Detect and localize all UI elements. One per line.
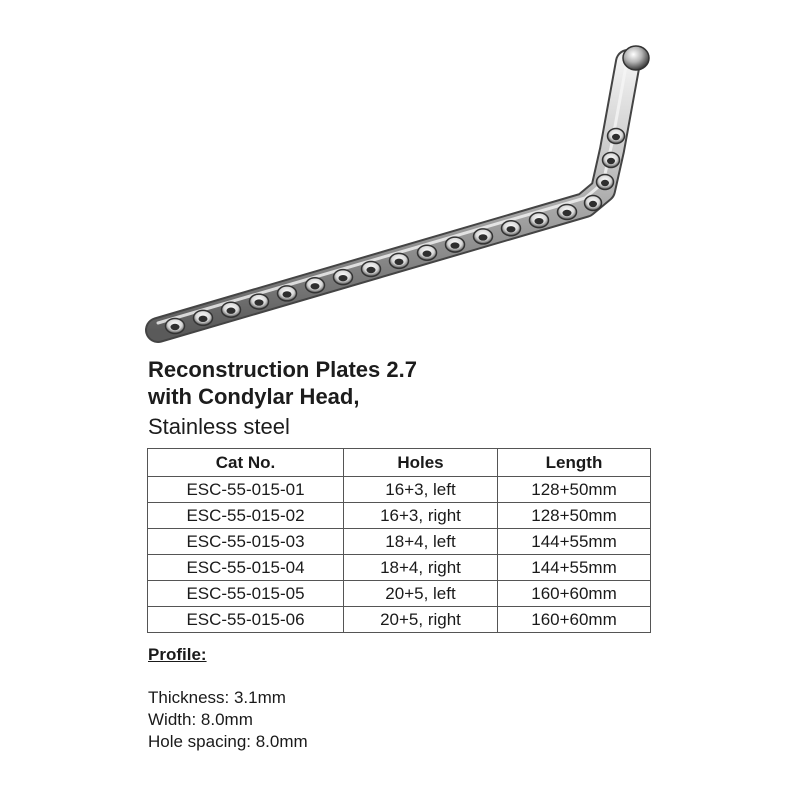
table-row bbox=[148, 503, 651, 529]
plate-outline bbox=[158, 62, 628, 330]
plate-hole-center bbox=[171, 324, 180, 330]
plate-hole-center bbox=[507, 226, 516, 232]
plate-hole-center bbox=[451, 242, 460, 248]
cat-no-cell: ESC-55-015-06 bbox=[148, 607, 344, 633]
holes-cell: 18+4, left bbox=[344, 529, 498, 555]
plate-hole-center bbox=[339, 275, 348, 281]
plate-hole-center bbox=[563, 210, 572, 216]
plate-hole-center bbox=[589, 201, 597, 207]
cat-no-cell: ESC-55-015-05 bbox=[148, 581, 344, 607]
cat-no-cell: ESC-55-015-01 bbox=[148, 477, 344, 503]
condylar-head bbox=[623, 46, 649, 70]
holes-cell: 18+4, right bbox=[344, 555, 498, 581]
reconstruction-plate-image bbox=[0, 0, 800, 360]
spec-hole-spacing: Hole spacing: 8.0mm bbox=[148, 732, 308, 751]
length-cell: 160+60mm bbox=[498, 581, 651, 607]
plate-hole-center bbox=[199, 316, 208, 322]
table-row bbox=[148, 607, 651, 633]
spec-thickness: Thickness: 3.1mm bbox=[148, 688, 286, 707]
plate-hole-center bbox=[423, 251, 432, 257]
plate-hole-center bbox=[601, 180, 609, 186]
length-cell: 160+60mm bbox=[498, 607, 651, 633]
plate-highlight bbox=[158, 55, 628, 323]
plate-hole-center bbox=[311, 283, 320, 289]
table-row bbox=[148, 555, 651, 581]
spec-table bbox=[147, 448, 651, 633]
plate-hole-center bbox=[227, 308, 236, 314]
table-header-row bbox=[148, 449, 651, 477]
length-cell: 128+50mm bbox=[498, 503, 651, 529]
plate-hole-center bbox=[607, 158, 615, 164]
column-header-cat-no: Cat No. bbox=[148, 449, 344, 477]
plate-hole-center bbox=[283, 291, 292, 297]
profile-heading: Profile: bbox=[148, 645, 207, 664]
holes-cell: 20+5, right bbox=[344, 607, 498, 633]
table-row bbox=[148, 529, 651, 555]
spec-width: Width: 8.0mm bbox=[148, 710, 253, 729]
plate-hole-center bbox=[612, 134, 620, 140]
plate-body bbox=[158, 62, 628, 330]
column-header-holes: Holes bbox=[344, 449, 498, 477]
cat-no-cell: ESC-55-015-03 bbox=[148, 529, 344, 555]
length-cell: 144+55mm bbox=[498, 555, 651, 581]
cat-no-cell: ESC-55-015-04 bbox=[148, 555, 344, 581]
length-cell: 144+55mm bbox=[498, 529, 651, 555]
plate-hole-center bbox=[535, 218, 544, 224]
plate-hole-center bbox=[395, 259, 404, 265]
cat-no-cell: ESC-55-015-02 bbox=[148, 503, 344, 529]
column-header-length: Length bbox=[498, 449, 651, 477]
product-title: Reconstruction Plates 2.7 bbox=[148, 357, 417, 382]
product-material: Stainless steel bbox=[148, 414, 290, 439]
holes-cell: 20+5, left bbox=[344, 581, 498, 607]
holes-cell: 16+3, left bbox=[344, 477, 498, 503]
plate-hole-center bbox=[479, 234, 488, 240]
holes-cell: 16+3, right bbox=[344, 503, 498, 529]
plate-hole-center bbox=[367, 267, 376, 273]
table-row bbox=[148, 581, 651, 607]
product-title-line2: with Condylar Head, bbox=[148, 384, 360, 409]
table-row bbox=[148, 477, 651, 503]
length-cell: 128+50mm bbox=[498, 477, 651, 503]
plate-hole-center bbox=[255, 299, 264, 305]
